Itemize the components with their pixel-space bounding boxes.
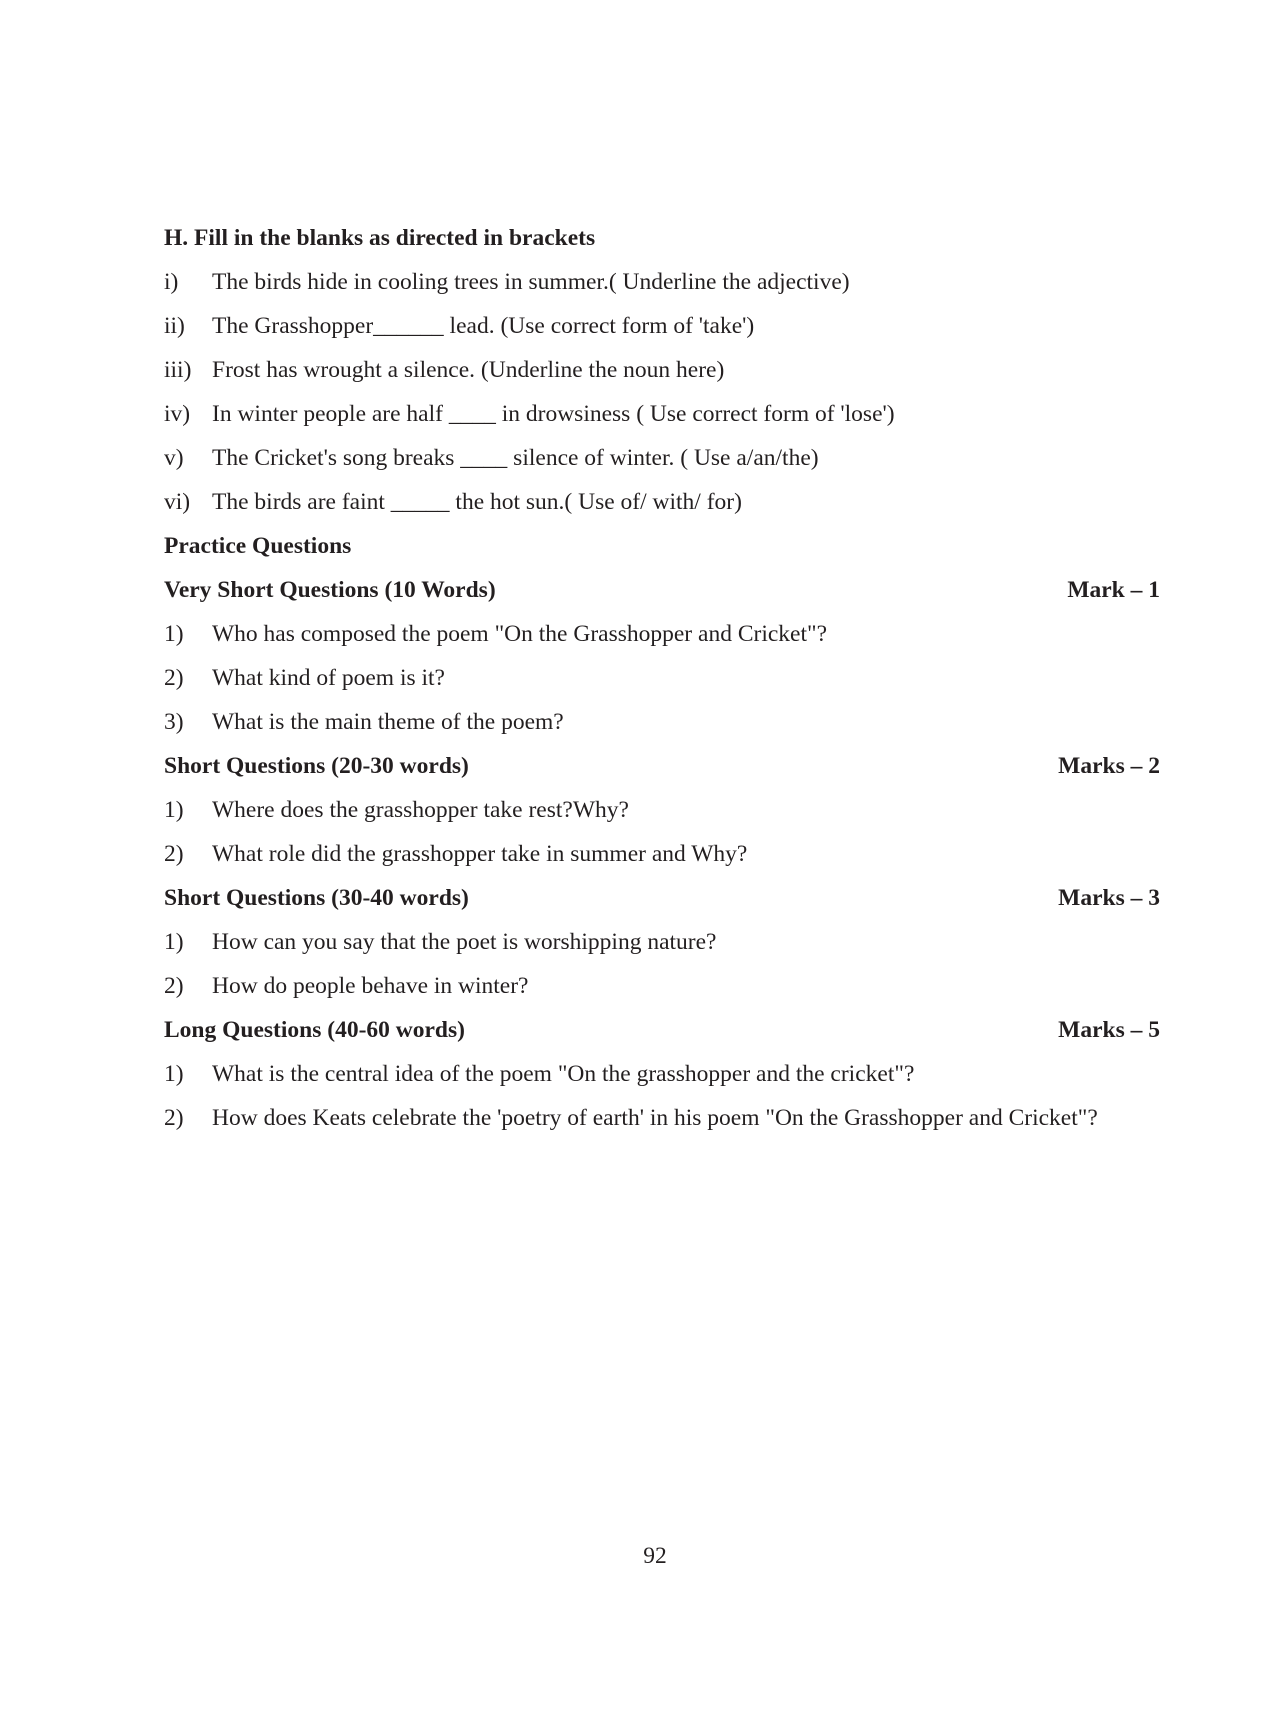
item-number: iii) xyxy=(164,357,192,383)
list-item xyxy=(164,1096,1160,1140)
list-item xyxy=(164,348,1160,392)
item-number: 1) xyxy=(164,1061,184,1087)
very-short-marks: Mark – 1 xyxy=(1067,577,1160,603)
item-text: How do people behave in winter? xyxy=(212,973,529,999)
item-number: v) xyxy=(164,445,184,471)
item-number: 3) xyxy=(164,709,184,735)
item-text: What is the central idea of the poem "On the grasshopper and the cricket"? xyxy=(212,1061,915,1087)
short-2-title: Short Questions (20-30 words) xyxy=(164,753,469,779)
long-heading xyxy=(164,1008,1160,1052)
short-3-marks: Marks – 3 xyxy=(1058,885,1160,911)
item-number: 2) xyxy=(164,973,184,999)
item-text: What role did the grasshopper take in summer and Why? xyxy=(212,841,748,867)
long-title: Long Questions (40-60 words) xyxy=(164,1017,465,1043)
list-item xyxy=(164,656,1160,700)
long-marks: Marks – 5 xyxy=(1058,1017,1160,1043)
page-number: 92 xyxy=(643,1543,667,1569)
list-item xyxy=(164,480,1160,524)
item-number: 2) xyxy=(164,1105,184,1131)
item-text: How can you say that the poet is worshipping nature? xyxy=(212,929,717,955)
list-item xyxy=(164,832,1160,876)
short-3-heading xyxy=(164,876,1160,920)
very-short-title: Very Short Questions (10 Words) xyxy=(164,577,496,603)
practice-title: Practice Questions xyxy=(164,533,352,559)
section-h-title: H. Fill in the blanks as directed in brackets xyxy=(164,225,596,251)
item-text: In winter people are half ____ in drowsiness ( Use correct form of 'lose') xyxy=(212,401,895,427)
item-number: i) xyxy=(164,269,179,295)
item-number: 1) xyxy=(164,797,184,823)
list-item xyxy=(164,700,1160,744)
short-2-marks: Marks – 2 xyxy=(1058,753,1160,779)
short-2-heading xyxy=(164,744,1160,788)
item-text: Where does the grasshopper take rest?Why? xyxy=(212,797,629,823)
item-text: The birds hide in cooling trees in summer.( Underline the adjective) xyxy=(212,269,850,295)
item-text: The Grasshopper______ lead. (Use correct form of 'take') xyxy=(212,313,755,339)
item-text: Who has composed the poem "On the Grasshopper and Cricket"? xyxy=(212,621,828,647)
list-item xyxy=(164,1052,1160,1096)
list-item xyxy=(164,436,1160,480)
list-item xyxy=(164,964,1160,1008)
short-3-title: Short Questions (30-40 words) xyxy=(164,885,469,911)
item-number: 2) xyxy=(164,665,184,691)
item-number: iv) xyxy=(164,401,191,427)
list-item xyxy=(164,304,1160,348)
practice-heading xyxy=(164,524,1160,568)
list-item xyxy=(164,920,1160,964)
item-text: The Cricket's song breaks ____ silence of winter. ( Use a/an/the) xyxy=(212,445,819,471)
item-number: 2) xyxy=(164,841,184,867)
list-item xyxy=(164,612,1160,656)
section-h-heading xyxy=(164,216,1160,260)
very-short-heading xyxy=(164,568,1160,612)
item-text: Frost has wrought a silence. (Underline the noun here) xyxy=(212,357,725,383)
item-text: What kind of poem is it? xyxy=(212,665,445,691)
item-text: The birds are faint _____ the hot sun.( Use of/ with/ for) xyxy=(212,489,742,515)
page-content xyxy=(164,216,1160,1140)
list-item xyxy=(164,788,1160,832)
item-number: vi) xyxy=(164,489,191,515)
list-item xyxy=(164,260,1160,304)
item-number: 1) xyxy=(164,621,184,647)
list-item xyxy=(164,392,1160,436)
item-number: ii) xyxy=(164,313,185,339)
item-number: 1) xyxy=(164,929,184,955)
item-text: How does Keats celebrate the 'poetry of earth' in his poem "On the Grasshopper and Cricket"? xyxy=(212,1105,1098,1131)
item-text: What is the main theme of the poem? xyxy=(212,709,564,735)
